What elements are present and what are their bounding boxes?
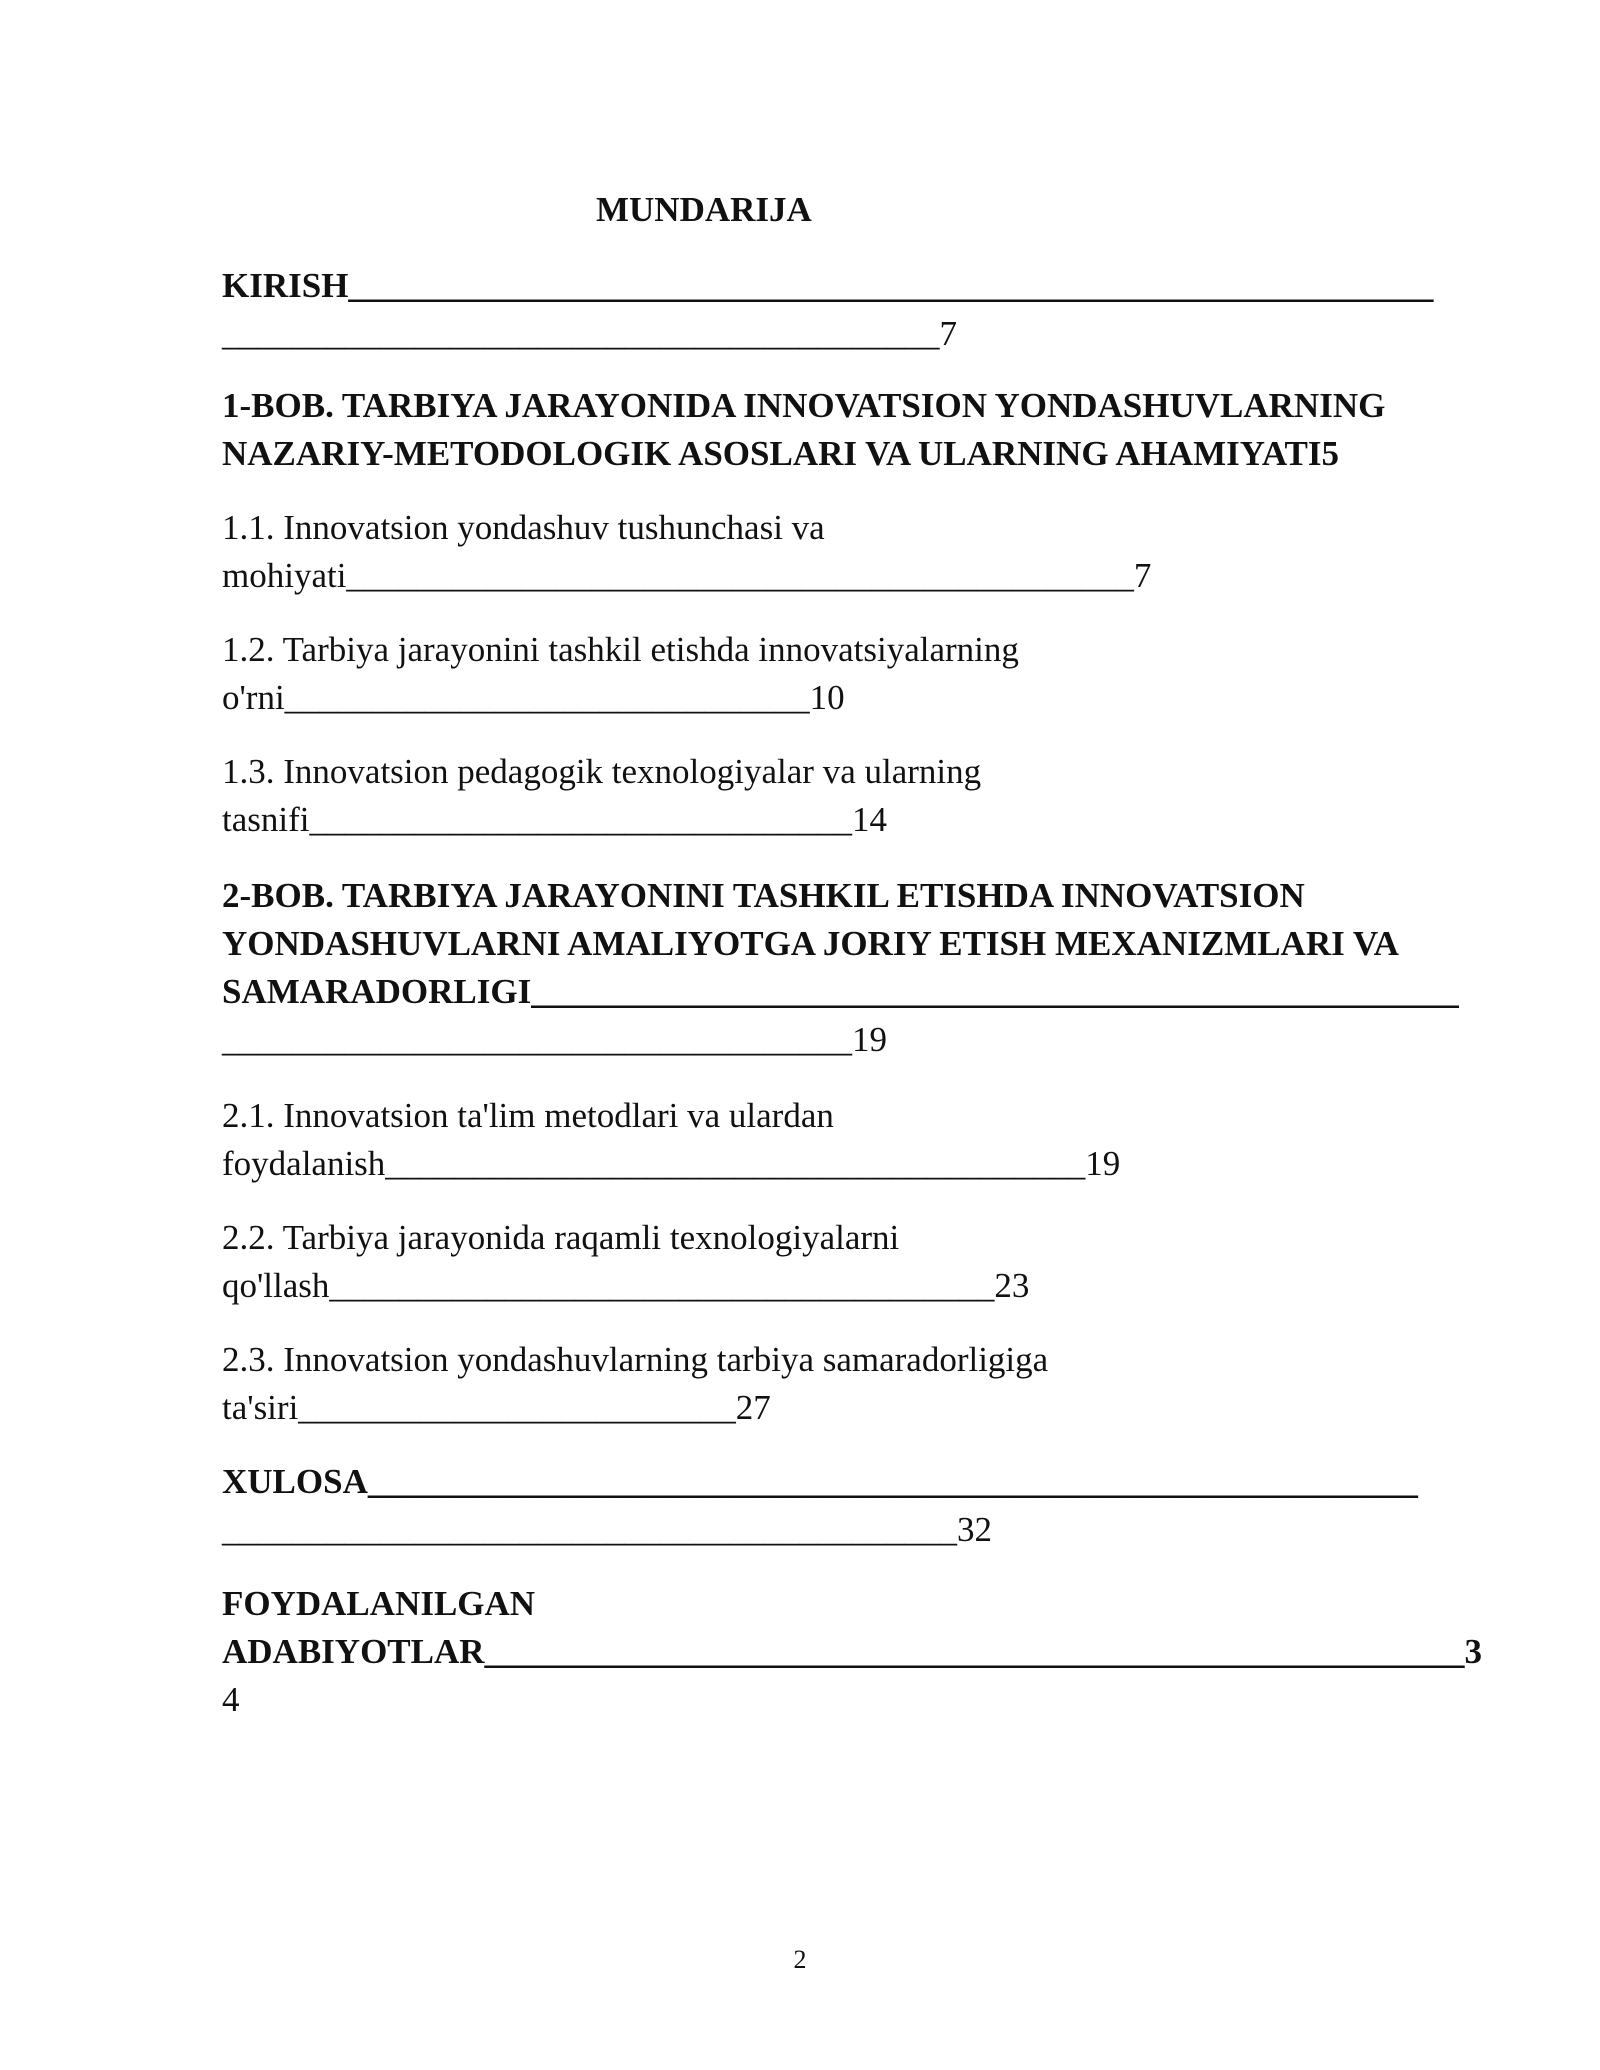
toc-entry-chapter-1	[222, 382, 1482, 478]
toc-entry-line: foydalanish________________________________________19	[222, 1144, 1121, 1183]
page-number: 2	[793, 1945, 807, 1974]
toc-entry-line: 1-BOB. TARBIYA JARAYONIDA INNOVATSION YONDASHUVLARNING	[222, 386, 1386, 425]
toc-entry-kirish	[222, 262, 1482, 358]
toc-entry-xulosa	[222, 1458, 1482, 1554]
toc-entry-2-3	[222, 1336, 1482, 1432]
toc-entry-line: tasnifi_______________________________14	[222, 800, 887, 839]
toc-entry-2-2	[222, 1214, 1482, 1310]
toc-entry-line: 2.1. Innovatsion ta'lim metodlari va ulardan	[222, 1096, 834, 1135]
toc-entry-line: ____________________________________19	[222, 1020, 887, 1059]
toc-entry-line: KIRISH______________________________________________________________	[222, 266, 1434, 305]
toc-entry-chapter-2	[222, 872, 1482, 1064]
toc-entry-line: XULOSA____________________________________________________________	[222, 1462, 1418, 1501]
toc-title: MUNDARIJA	[596, 190, 812, 229]
toc-entry-line: 1.2. Tarbiya jarayonini tashkil etishda innovatsiyalarning	[222, 630, 1019, 669]
toc-entry-line: ADABIYOTLAR________________________________________________________3	[222, 1632, 1483, 1671]
toc-entry-line: YONDASHUVLARNI AMALIYOTGA JORIY ETISH MEXANIZMLARI VA	[222, 924, 1399, 963]
toc-entry-line: SAMARADORLIGI_____________________________________________________	[222, 972, 1459, 1011]
toc-entry-1-1	[222, 504, 1482, 600]
toc-entry-line: o'rni______________________________10	[222, 678, 845, 717]
toc-entry-line: 2.2. Tarbiya jarayonida raqamli texnologiyalarni	[222, 1218, 900, 1257]
toc-entry-line: 4	[222, 1680, 240, 1719]
toc-entry-line: 1.1. Innovatsion yondashuv tushunchasi va	[222, 508, 825, 547]
toc-entry-references	[222, 1580, 1482, 1724]
toc-entry-line: 2-BOB. TARBIYA JARAYONINI TASHKIL ETISHDA INNOVATSION	[222, 876, 1305, 915]
toc-entry-line: 1.3. Innovatsion pedagogik texnologiyalar va ularning	[222, 752, 982, 791]
toc-entry-1-2	[222, 626, 1482, 722]
toc-entry-line: __________________________________________32	[222, 1510, 992, 1549]
toc-entry-line: FOYDALANILGAN	[222, 1584, 536, 1623]
toc-entry-line: NAZARIY-METODOLOGIK ASOSLARI VA ULARNING AHAMIYATI5	[222, 434, 1340, 473]
toc-entry-line: ta'siri_________________________27	[222, 1388, 771, 1427]
toc-entry-line: qo'llash______________________________________23	[222, 1266, 1030, 1305]
toc-entry-line: _________________________________________7	[222, 314, 957, 353]
toc-entry-2-1	[222, 1092, 1482, 1188]
toc-entry-line: mohiyati_____________________________________________7	[222, 556, 1152, 595]
toc-entry-line: 2.3. Innovatsion yondashuvlarning tarbiya samaradorligiga	[222, 1340, 1049, 1379]
toc-entry-1-3	[222, 748, 1482, 844]
